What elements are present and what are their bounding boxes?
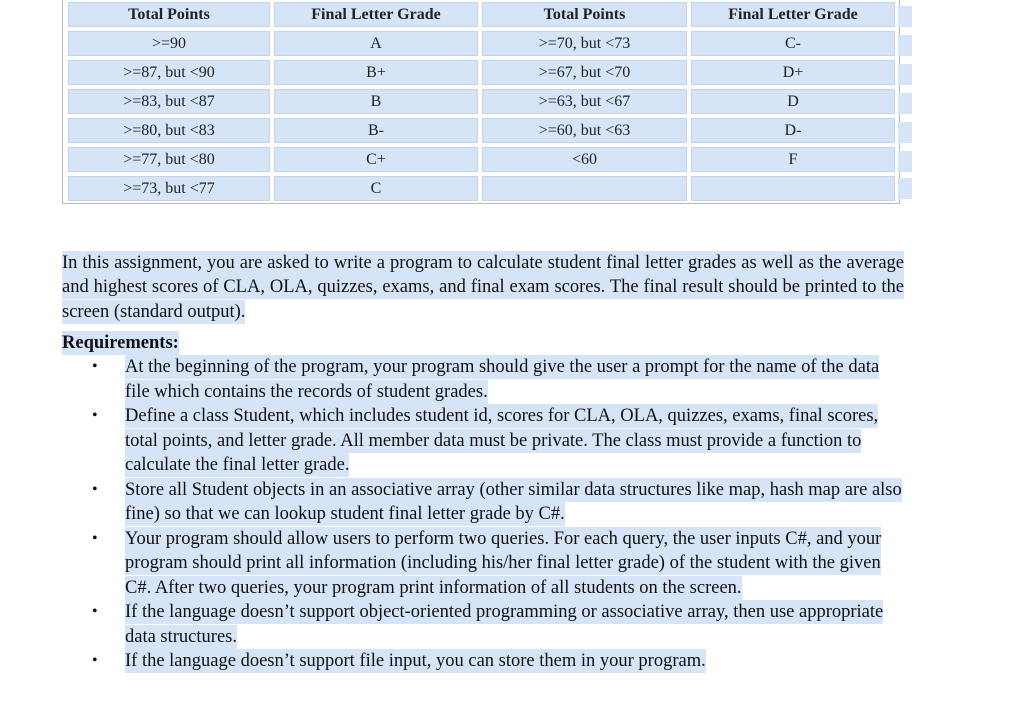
- table-cell: D: [691, 89, 895, 114]
- table-cell: >=77, but <80: [68, 147, 270, 172]
- grade-table-header-row: [63, 0, 899, 29]
- table-row: [63, 58, 899, 87]
- table-cell: >=80, but <83: [68, 118, 270, 143]
- header-final-letter-grade-2: Final Letter Grade: [691, 2, 895, 27]
- list-item: • Store all Student objects in an associative array (other similar data structures like map, hash map are also fine) so that we can lookup student final letter grade by C#.: [92, 479, 902, 524]
- bullet-icon: •: [92, 603, 98, 620]
- table-cell: [691, 176, 895, 201]
- table-cell: D-: [691, 118, 895, 143]
- table-cell: >=67, but <70: [482, 60, 687, 85]
- table-cell: >=90: [68, 31, 270, 56]
- table-cell: F: [691, 147, 895, 172]
- table-cell: C+: [274, 147, 478, 172]
- table-cell: >=63, but <67: [482, 89, 687, 114]
- selection-tail: [898, 6, 912, 27]
- requirements-heading: Requirements:: [62, 333, 179, 353]
- selection-tail: [898, 178, 912, 199]
- list-item: • If the language doesn’t support object-oriented programming or associative array, then use appropriate data structures.: [92, 602, 884, 647]
- table-row: [63, 116, 899, 145]
- header-total-points-2: Total Points: [482, 2, 687, 27]
- table-cell: C-: [691, 31, 895, 56]
- table-cell: A: [274, 31, 478, 56]
- selection-tail: [898, 35, 912, 56]
- list-item: • If the language doesn’t support file input, you can store them in your program.: [62, 649, 904, 674]
- list-item: • Your program should allow users to perform two queries. For each query, the user inputs C#, and your program should print all information (including his/her final letter grade) of the student with the given C#. After two queries, your program print information of all students on the screen.: [92, 528, 882, 598]
- table-row: [63, 87, 899, 116]
- bullet-icon: •: [92, 358, 98, 375]
- table-row: [63, 29, 899, 58]
- selection-tail: [898, 93, 912, 114]
- table-cell: B-: [274, 118, 478, 143]
- table-cell: >=87, but <90: [68, 60, 270, 85]
- selection-tail: [898, 151, 912, 172]
- table-cell: [482, 176, 687, 201]
- header-total-points-1: Total Points: [68, 2, 270, 27]
- bullet-icon: •: [92, 529, 98, 547]
- table-cell: >=83, but <87: [68, 89, 270, 114]
- table-cell: B: [274, 89, 478, 114]
- table-cell: >=70, but <73: [482, 31, 687, 56]
- intro-paragraph: [62, 251, 904, 325]
- list-item: • At the beginning of the program, your program should give the user a prompt for the name of the data file which contains the records of student grades.: [92, 357, 880, 402]
- intro-text: In this assignment, you are asked to write a program to calculate student final letter grades as well as the average and highest scores of CLA, OLA, quizzes, exams, and final exam scores. The final result should be printed to the screen (standard output).: [62, 252, 904, 322]
- table-cell: >=60, but <63: [482, 118, 687, 143]
- header-final-letter-grade-1: Final Letter Grade: [274, 2, 478, 27]
- table-cell: B+: [274, 60, 478, 85]
- table-cell: D+: [691, 60, 895, 85]
- table-cell: >=73, but <77: [68, 176, 270, 201]
- table-cell: <60: [482, 147, 687, 172]
- selection-tail: [898, 64, 912, 85]
- list-item: • Define a class Student, which includes student id, scores for CLA, OLA, quizzes, exams, final scores, total points, and letter grade. All member data must be private. The class must provide a function to calculate the final letter grade.: [92, 406, 879, 475]
- table-row: [63, 174, 899, 203]
- table-row: [63, 145, 899, 174]
- bullet-icon: •: [92, 652, 98, 669]
- requirements-list: [62, 355, 904, 674]
- grade-table: [62, 0, 900, 204]
- selection-tail: [898, 122, 912, 143]
- table-cell: C: [274, 176, 478, 201]
- bullet-icon: •: [92, 407, 98, 424]
- bullet-icon: •: [92, 480, 98, 498]
